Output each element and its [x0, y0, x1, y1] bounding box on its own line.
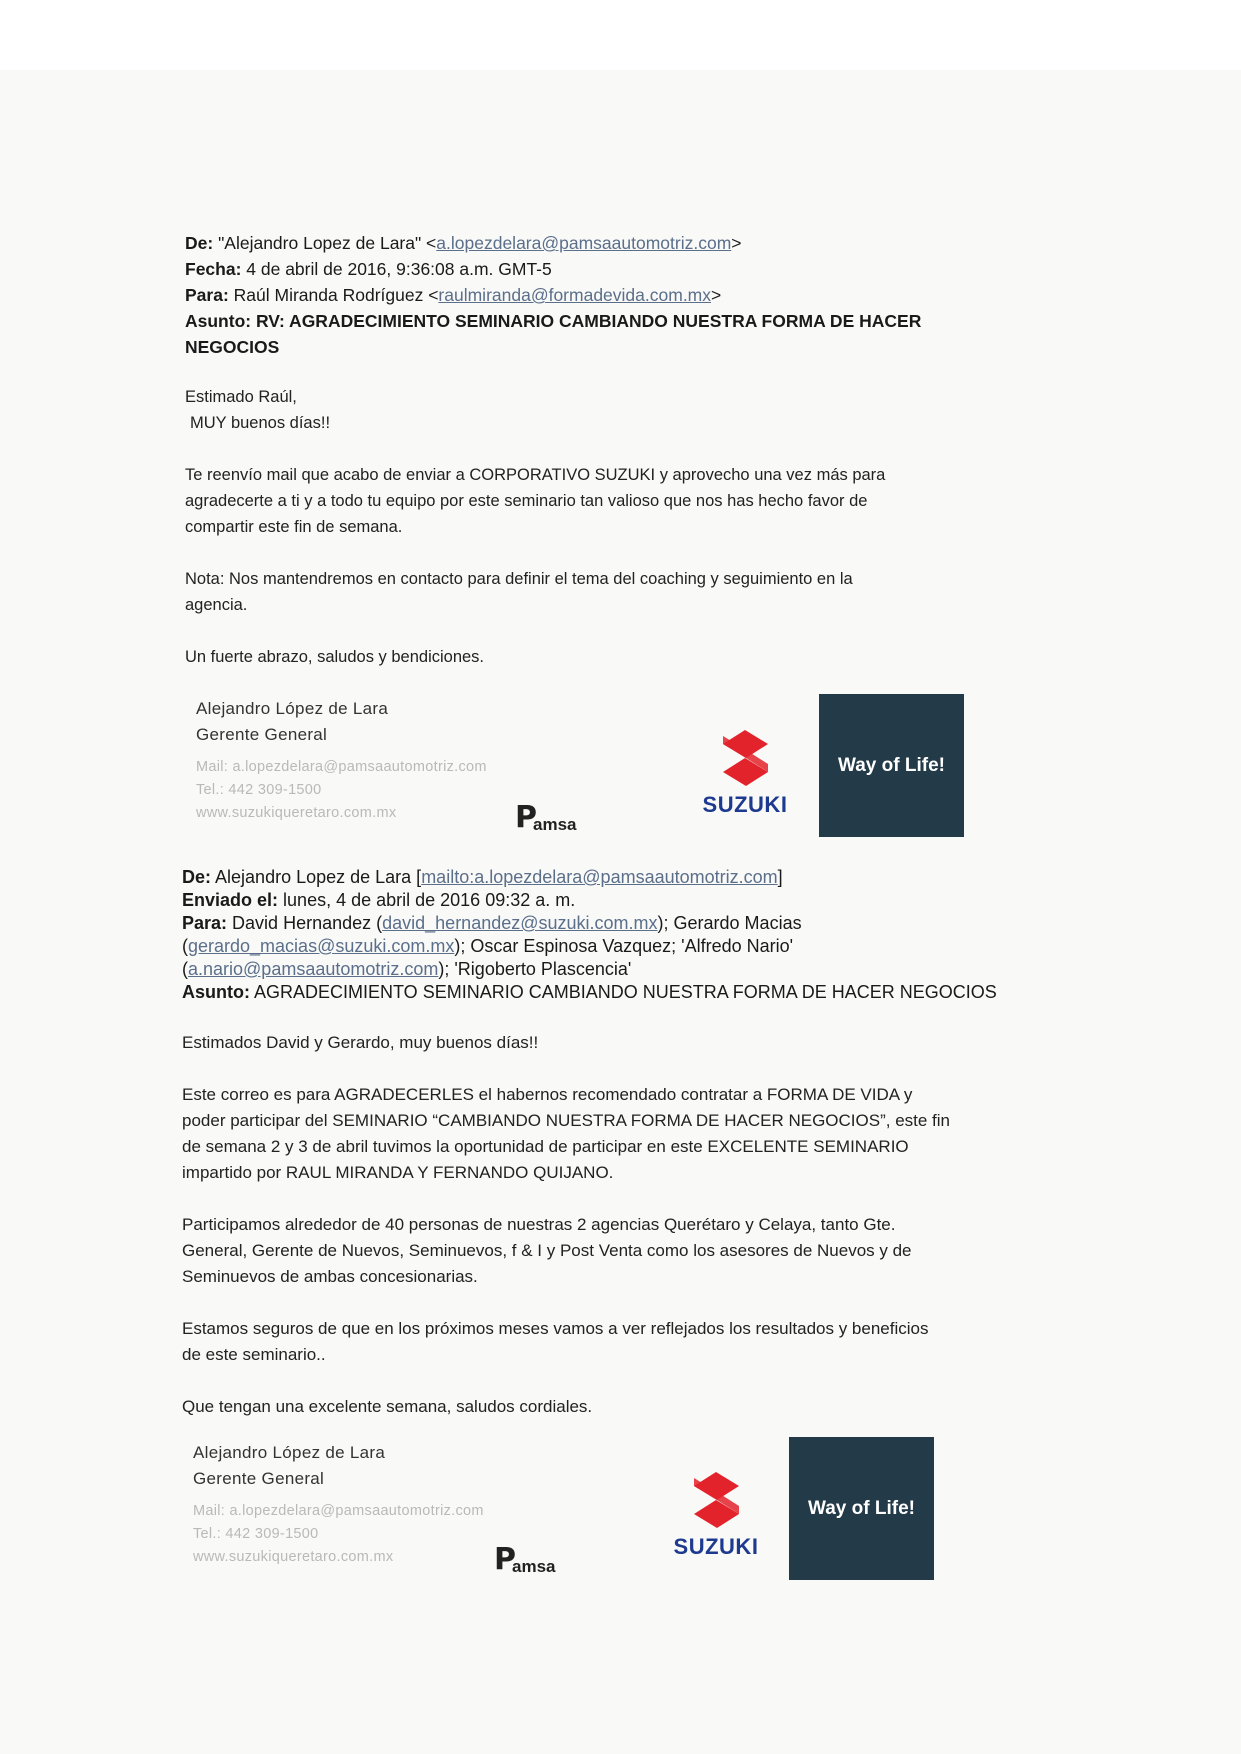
email1-paragraph — [185, 462, 885, 540]
email2-paragraph-3 — [182, 1316, 928, 1368]
email1-from-link[interactable]: a.lopezdelara@pamsaautomotriz.com — [436, 233, 732, 253]
email1-para-line: Te reenvío mail que acabo de enviar a CORPORATIVO SUZUKI y aprovecho una vez más para — [185, 466, 886, 484]
email2-sent: Enviado el: lunes, 4 de abril de 2016 09:32 a. m. — [182, 890, 576, 910]
suzuki-wordmark: SUZUKI — [673, 1534, 759, 1559]
signature-mail: Mail: a.lopezdelara@pamsaautomotriz.com — [193, 1503, 484, 1519]
email2-from-link[interactable]: mailto:a.lopezdelara@pamsaautomotriz.com — [421, 867, 778, 887]
email2-to-link[interactable]: david_hernandez@suzuki.com.mx — [382, 913, 658, 933]
email1-subject: Asunto: RV: AGRADECIMIENTO SEMINARIO CAMBIANDO NUESTRA FORMA DE HACER — [185, 311, 922, 331]
email1-greeting — [185, 384, 330, 436]
suzuki-logo — [680, 728, 810, 818]
email1-para-line: compartir este fin de semana. — [185, 518, 403, 536]
email2-greeting: Estimados David y Gerardo, muy buenos días!! — [182, 1033, 539, 1052]
signature-tel: Tel.: 442 309-1500 — [193, 1526, 319, 1542]
email2-para-line: Estamos seguros de que en los próximos meses vamos a ver reflejados los resultados y beneficios — [182, 1319, 929, 1338]
email2-subject: Asunto: AGRADECIMIENTO SEMINARIO CAMBIANDO NUESTRA FORMA DE HACER NEGOCIOS — [182, 982, 997, 1002]
signature-title: Gerente General — [193, 1469, 325, 1488]
signature-1 — [196, 696, 487, 825]
email1-greeting-line1: Estimado Raúl, — [185, 388, 297, 406]
email2-to-link[interactable]: gerardo_macias@suzuki.com.mx — [188, 936, 455, 956]
signature-mail: Mail: a.lopezdelara@pamsaautomotriz.com — [196, 759, 487, 775]
email1-para-line: agradecerte a ti y a todo tu equipo por este seminario tan valioso que nos has hecho favor de — [185, 492, 868, 510]
email1-from: De: "Alejandro Lopez de Lara" <a.lopezdelara@pamsaautomotriz.com> — [185, 233, 742, 253]
signature-web: www.suzukiqueretaro.com.mx — [193, 1549, 394, 1565]
email1-closing: Un fuerte abrazo, saludos y bendiciones. — [185, 648, 485, 666]
way-of-life-banner: Way of Life! — [789, 1437, 934, 1580]
email2-para-line: poder participar del SEMINARIO “CAMBIANDO NUESTRA FORMA DE HACER NEGOCIOS”, este fin — [182, 1111, 951, 1130]
email1-to-link[interactable]: raulmiranda@formadevida.com.mx — [438, 285, 712, 305]
email1-note-line: agencia. — [185, 596, 248, 614]
email2-to-cont: (gerardo_macias@suzuki.com.mx); Oscar Espinosa Vazquez; 'Alfredo Nario' — [182, 936, 794, 956]
email2-closing: Que tengan una excelente semana, saludos cordiales. — [182, 1397, 593, 1416]
email2-para-line: Este correo es para AGRADECERLES el habernos recomendado contratar a FORMA DE VIDA y — [182, 1085, 913, 1104]
email2-para-line: Participamos alrededor de 40 personas de nuestras 2 agencias Querétaro y Celaya, tanto Gte. — [182, 1215, 896, 1234]
email2-para-line: de semana 2 y 3 de abril tuvimos la oportunidad de participar en este EXCELENTE SEMINARIO — [182, 1137, 909, 1156]
signature-title: Gerente General — [196, 725, 328, 744]
suzuki-s-icon — [680, 728, 810, 790]
way-of-life-banner: Way of Life! — [819, 694, 964, 837]
email1-subject-cont: NEGOCIOS — [185, 337, 280, 357]
signature-name: Alejandro López de Lara — [193, 1443, 386, 1462]
suzuki-wordmark: SUZUKI — [702, 792, 788, 817]
signature-2 — [193, 1440, 484, 1569]
email2-to-link[interactable]: a.nario@pamsaautomotriz.com — [188, 959, 439, 979]
signature-web: www.suzukiqueretaro.com.mx — [196, 805, 397, 821]
email1-note — [185, 566, 853, 618]
email2-from: De: Alejandro Lopez de Lara [mailto:a.lopezdelara@pamsaautomotriz.com] — [182, 867, 783, 887]
suzuki-s-icon — [651, 1470, 781, 1532]
email2-to-cont: (a.nario@pamsaautomotriz.com); 'Rigoberto Plascencia' — [182, 959, 632, 979]
email1-date: Fecha: 4 de abril de 2016, 9:36:08 a.m. GMT-5 — [185, 259, 552, 279]
scan-margin — [0, 0, 1241, 70]
signature-tel: Tel.: 442 309-1500 — [196, 782, 322, 798]
suzuki-logo — [651, 1470, 781, 1560]
email2-para-line: de este seminario.. — [182, 1345, 326, 1364]
email2-para-line: General, Gerente de Nuevos, Seminuevos, f & I y Post Venta como los asesores de Nuevos y de — [182, 1241, 912, 1260]
email2-paragraph-2 — [182, 1212, 912, 1290]
email2-para-line: Seminuevos de ambas concesionarias. — [182, 1267, 478, 1286]
pamsa-logo: P amsa — [515, 800, 577, 835]
email1-note-line: Nota: Nos mantendremos en contacto para definir el tema del coaching y seguimiento en la — [185, 570, 853, 588]
email2-to: Para: David Hernandez (david_hernandez@suzuki.com.mx); Gerardo Macias — [182, 913, 802, 933]
signature-name: Alejandro López de Lara — [196, 699, 389, 718]
email2-paragraph-1 — [182, 1082, 950, 1186]
email1-greeting-line2: MUY buenos días!! — [190, 414, 331, 432]
email1-header — [185, 230, 921, 360]
pamsa-logo: P amsa — [494, 1542, 556, 1577]
email2-header — [182, 866, 997, 1004]
email1-to: Para: Raúl Miranda Rodríguez <raulmiranda@formadevida.com.mx> — [185, 285, 722, 305]
email2-para-line: impartido por RAUL MIRANDA Y FERNANDO QUIJANO. — [182, 1163, 614, 1182]
